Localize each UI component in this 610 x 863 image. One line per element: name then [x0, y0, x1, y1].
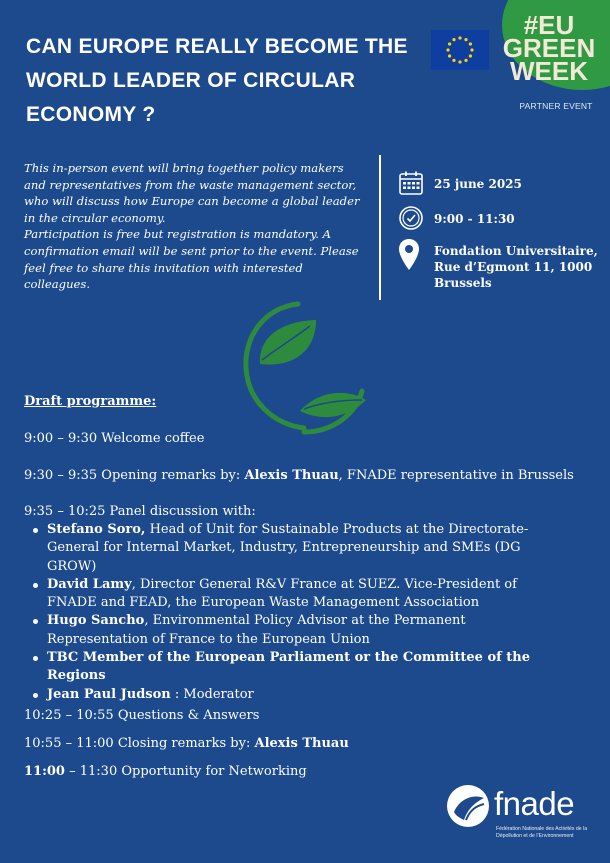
speaker-role: Head of Unit for Sustainable Products at the Directorate-General for Internal Market, Industry, Entrepreneurship and SMEs (DG GROW)	[47, 522, 529, 574]
speaker-name: Stefano Soro,	[47, 522, 146, 537]
panel-speaker	[47, 612, 567, 649]
calendar-icon	[398, 170, 424, 196]
networking-start: 11:00	[24, 764, 65, 779]
eu-star-icon	[452, 59, 455, 62]
opening-speaker: Alexis Thuau	[244, 468, 339, 483]
programme-item-closing	[24, 735, 349, 753]
vertical-divider	[379, 155, 381, 300]
location-line: Brussels	[434, 276, 492, 290]
eu-star-icon	[464, 38, 467, 41]
event-location	[434, 243, 598, 291]
logo-line-green: GREEN	[502, 33, 596, 63]
opening-role: , FNADE representative in Brussels	[338, 468, 574, 483]
panel-speaker	[47, 521, 567, 576]
event-date: 25 june 2025	[434, 177, 522, 191]
panel-speaker	[47, 686, 567, 704]
logo-line-eu: #EU	[523, 10, 575, 40]
speaker-name: Hugo Sancho	[47, 613, 145, 629]
panel-speaker-list	[47, 521, 567, 704]
fnade-logo-subtitle: Fédération Nationale des Activités de la Dépollution et de l’Environnement	[496, 826, 588, 839]
programme-item-opening	[24, 467, 574, 485]
clock-icon	[398, 205, 424, 231]
programme-item-qa: 10:25 – 10:55 Questions & Answers	[24, 708, 260, 723]
eu-star-icon	[448, 42, 451, 45]
speaker-name: Jean Paul Judson	[47, 686, 171, 702]
intro-paragraph: This in-person event will bring together policy makers and representatives from the waste management sector, who will discuss how Europe can become a global leader in the circular economy.	[24, 161, 360, 225]
location-pin-icon	[398, 238, 420, 272]
event-title: CAN EUROPE REALLY BECOME THE WORLD LEADER OF CIRCULAR ECONOMY ?	[26, 35, 408, 126]
eu-star-icon	[469, 42, 472, 45]
eu-green-week-logo	[496, 10, 602, 86]
eu-star-icon	[464, 59, 467, 62]
opening-time: 9:30 – 9:35 Opening remarks by:	[24, 468, 245, 483]
panel-speaker	[47, 576, 567, 613]
eu-star-icon	[452, 38, 455, 41]
speaker-role: , Director General R&V France at SUEZ. Vice-President of FNADE and FEAD, the European Waste Management Association	[47, 576, 517, 611]
speaker-role: , Environmental Policy Advisor at the Permanent Representation of France to the European Union	[47, 613, 466, 647]
intro-paragraph: Participation is free but registration is mandatory. A confirmation email will be sent prior to the event. Please feel free to share this invitation with interested colleagues.	[24, 227, 359, 292]
eu-star-icon	[448, 54, 451, 57]
location-line: Rue d’Egmont 11, 1000	[434, 260, 593, 274]
networking-text: – 11:30 Opportunity for Networking	[64, 764, 307, 779]
logo-line-week: WEEK	[510, 56, 588, 86]
eu-star-icon	[469, 54, 472, 57]
eu-flag-icon	[431, 30, 489, 70]
speaker-name: David Lamy	[47, 576, 132, 592]
partner-event-label: PARTNER EVENT	[519, 101, 593, 111]
fnade-logo-icon	[446, 784, 490, 828]
programme-item-welcome: 9:00 – 9:30 Welcome coffee	[24, 431, 205, 446]
eu-star-icon	[458, 36, 461, 39]
programme-heading: Draft programme:	[24, 394, 157, 409]
eu-star-icon	[446, 48, 449, 51]
eu-star-icon	[470, 48, 473, 51]
location-line: Fondation Universitaire,	[434, 244, 598, 258]
intro-text	[24, 160, 369, 293]
circular-leaf-logo	[238, 296, 370, 442]
programme-item-networking	[24, 763, 307, 781]
speaker-name: TBC Member of the European Parliament or the Committee of the Regions	[47, 650, 530, 684]
panel-speaker	[47, 649, 567, 686]
closing-speaker: Alexis Thuau	[254, 736, 349, 751]
speaker-role: : Moderator	[170, 686, 254, 702]
closing-time: 10:55 – 11:00 Closing remarks by:	[24, 736, 255, 751]
programme-item-panel: 9:35 – 10:25 Panel discussion with:	[24, 504, 256, 519]
fnade-logo-text: fnade	[494, 785, 575, 822]
event-time: 9:00 - 11:30	[434, 212, 515, 226]
eu-star-icon	[458, 60, 461, 63]
